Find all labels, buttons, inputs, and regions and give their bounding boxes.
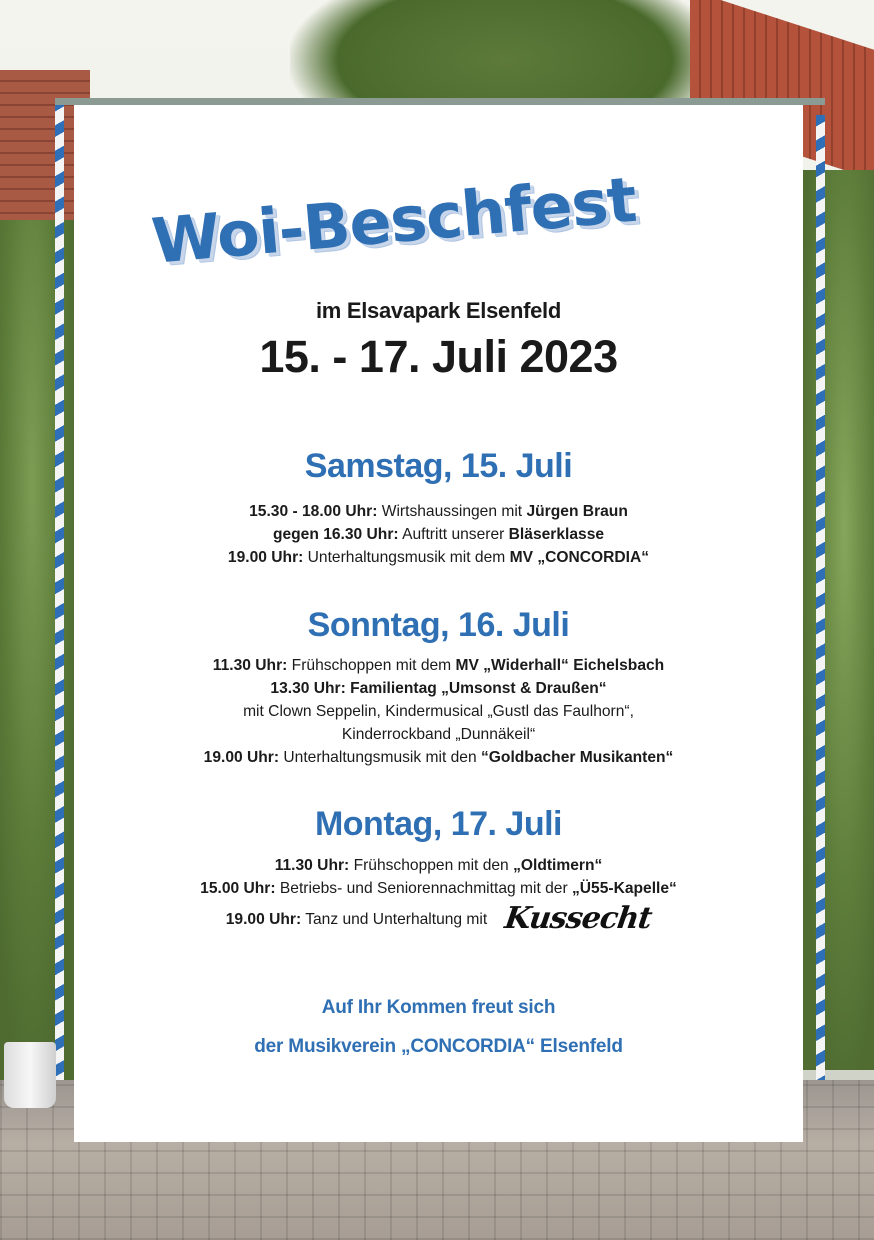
schedule-line — [74, 657, 803, 675]
poster-banner — [74, 105, 803, 1142]
schedule-line — [74, 549, 803, 567]
performer: MV „CONCORDIA“ — [509, 549, 650, 566]
schedule-line — [74, 857, 803, 875]
performer: “Goldbacher Musikanten“ — [481, 749, 674, 766]
maypole-left — [55, 100, 64, 1120]
day-heading-sunday: Sonntag, 16. Juli — [307, 606, 570, 644]
schedule-line — [74, 901, 803, 936]
performer: Bläserklasse — [508, 526, 605, 543]
schedule-line — [74, 526, 803, 544]
event-location: im Elsavapark Elsenfeld — [315, 298, 561, 323]
schedule-line — [74, 503, 803, 521]
foliage-right — [800, 170, 874, 1070]
maypole-right — [816, 115, 825, 1115]
day-heading-saturday: Samstag, 15. Juli — [304, 447, 573, 485]
performer: „Ü55-Kapelle“ — [571, 880, 677, 897]
activity-text: Auftritt unserer — [398, 526, 509, 543]
activity-text: mit Clown Seppelin, Kindermusical „Gustl das Faulhorn“, — [243, 703, 634, 720]
day-heading-monday: Montag, 17. Juli — [314, 805, 563, 843]
schedule-line — [74, 680, 803, 698]
activity-text: Unterhaltungsmusik mit den — [279, 749, 481, 766]
closing-line-1: Auf Ihr Kommen freut sich — [321, 997, 556, 1018]
time-label: 11.30 Uhr: — [274, 857, 350, 874]
banner-crossbar — [55, 98, 825, 105]
schedule-line — [74, 726, 803, 744]
activity-text: Kinderrockband „Dunnäkeil“ — [341, 726, 536, 743]
time-label: 19.00 Uhr: — [227, 549, 304, 566]
band-logo-kussecht: Kussecht — [502, 901, 654, 936]
activity-text: Tanz und Unterhaltung mit — [301, 911, 488, 928]
time-label: 13.30 Uhr: Familientag „Umsonst & Draußen“ — [270, 680, 607, 697]
activity-text: Wirtshaussingen mit — [377, 503, 527, 520]
schedule-line — [74, 749, 803, 767]
performer: MV „Widerhall“ Eichelsbach — [455, 657, 665, 674]
schedule-line — [74, 703, 803, 721]
title-area — [74, 162, 803, 315]
performer: Jürgen Braun — [526, 503, 628, 520]
time-label: 15.30 - 18.00 Uhr: — [249, 503, 378, 520]
bucket — [4, 1042, 56, 1108]
performer: „Oldtimern“ — [513, 857, 603, 874]
time-label: gegen 16.30 Uhr: — [272, 526, 399, 543]
time-label: 11.30 Uhr: — [212, 657, 288, 674]
activity-text: Betriebs- und Seniorennachmittag mit der — [275, 880, 572, 897]
activity-text: Frühschoppen mit den — [349, 857, 514, 874]
closing-line-2: der Musikverein „CONCORDIA“ Elsenfeld — [254, 1036, 623, 1057]
foliage-left — [0, 220, 80, 1100]
event-dates: 15. - 17. Juli 2023 — [259, 331, 618, 382]
time-label: 19.00 Uhr: — [225, 911, 302, 928]
schedule-line — [74, 880, 803, 898]
activity-text: Unterhaltungsmusik mit dem — [303, 549, 510, 566]
poster-title: Woi-Beschfest — [148, 162, 639, 278]
activity-text: Frühschoppen mit dem — [287, 657, 456, 674]
time-label: 15.00 Uhr: — [200, 880, 276, 897]
time-label: 19.00 Uhr: — [203, 749, 280, 766]
